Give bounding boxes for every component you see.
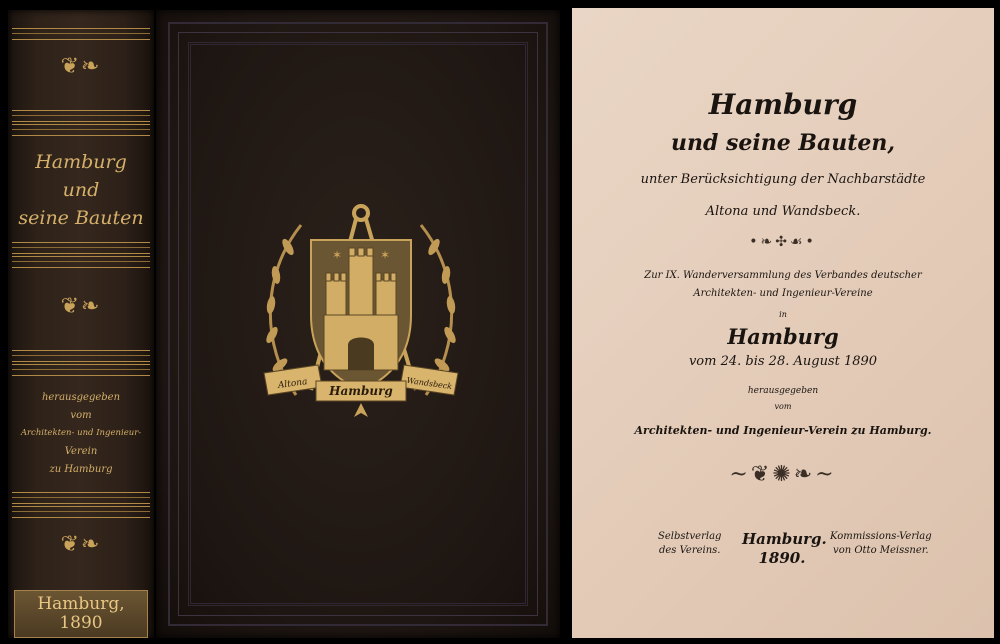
spine-title-1: Hamburg [35,151,127,173]
spine-band [12,364,150,376]
imprint-right [830,530,932,558]
fleuron-ornament-icon: ❦❧ [60,294,102,319]
front-cover [156,10,560,638]
spine-sub-4: Verein [64,446,98,457]
spine-title-2: und [62,179,100,201]
imprint-left-2: des Vereins. [658,545,721,556]
banner-center: Hamburg [329,384,393,398]
spine-sub-5: zu Hamburg [49,464,113,475]
fleuron-ornament-icon: ❦❧ [60,54,102,79]
spine-band [12,256,150,268]
page-editor-2: vom [774,402,792,411]
imprint-right-1: Kommissions-Verlag [830,531,932,542]
banner-left: Altona [277,377,309,392]
spine-sub-2: vom [70,410,92,421]
spine-imprint-year: 1890 [59,613,103,633]
page-organization: Architekten- und Ingenieur-Verein zu Hamburg. [634,424,932,437]
page-line-3: unter Berücksichtigung der Nachbarstädte [640,172,926,187]
page-line-6: Architekten- und Ingenieur-Vereine [693,288,873,299]
spine-band [12,492,150,504]
page-line-4: Altona und Wandsbeck. [705,204,861,219]
imprint-left [658,530,721,558]
spine-sub-1: herausgegeben [41,392,121,403]
page-city: Hamburg [727,324,839,349]
fleuron-ornament-icon: ❦❧ [60,532,102,557]
title-page [572,8,994,638]
spine-band [12,110,150,122]
page-title: Hamburg [708,88,858,121]
spine-imprint [14,590,148,638]
svg-text:✶: ✶ [332,248,343,262]
svg-text:✶: ✶ [380,248,391,262]
spine-band [12,242,150,254]
fleuron-ornament-icon: ~❦✺❧~ [729,462,837,487]
spine-sub-3: Architekten- und Ingenieur- [20,428,142,438]
page-dates: vom 24. bis 28. August 1890 [688,354,878,369]
spine-band [12,124,150,136]
imprint-right-2: von Otto Meissner. [833,545,929,556]
imprint-center-1: Hamburg. [742,530,827,548]
fleuron-ornament-icon: •❧✣☙• [749,234,817,250]
book-spine [8,10,154,638]
page-editor-1: herausgegeben [747,386,819,396]
page-subtitle: und seine Bauten, [670,130,896,156]
imprint-center [742,530,827,568]
page-line-7: in [779,310,787,319]
spine-band [12,506,150,518]
banner-right: Wandsbeck [406,375,453,392]
imprint-left-1: Selbstverlag [658,531,722,542]
spine-band [12,28,150,40]
spine-imprint-city: Hamburg, [37,594,125,614]
hamburg-castle-crest-icon [256,195,466,425]
spine-title-3: seine Bauten [18,207,144,229]
page-line-5: Zur IX. Wanderversammlung des Verbandes deutscher [644,270,922,281]
spine-band [12,350,150,362]
imprint-center-2: 1890. [758,549,806,567]
